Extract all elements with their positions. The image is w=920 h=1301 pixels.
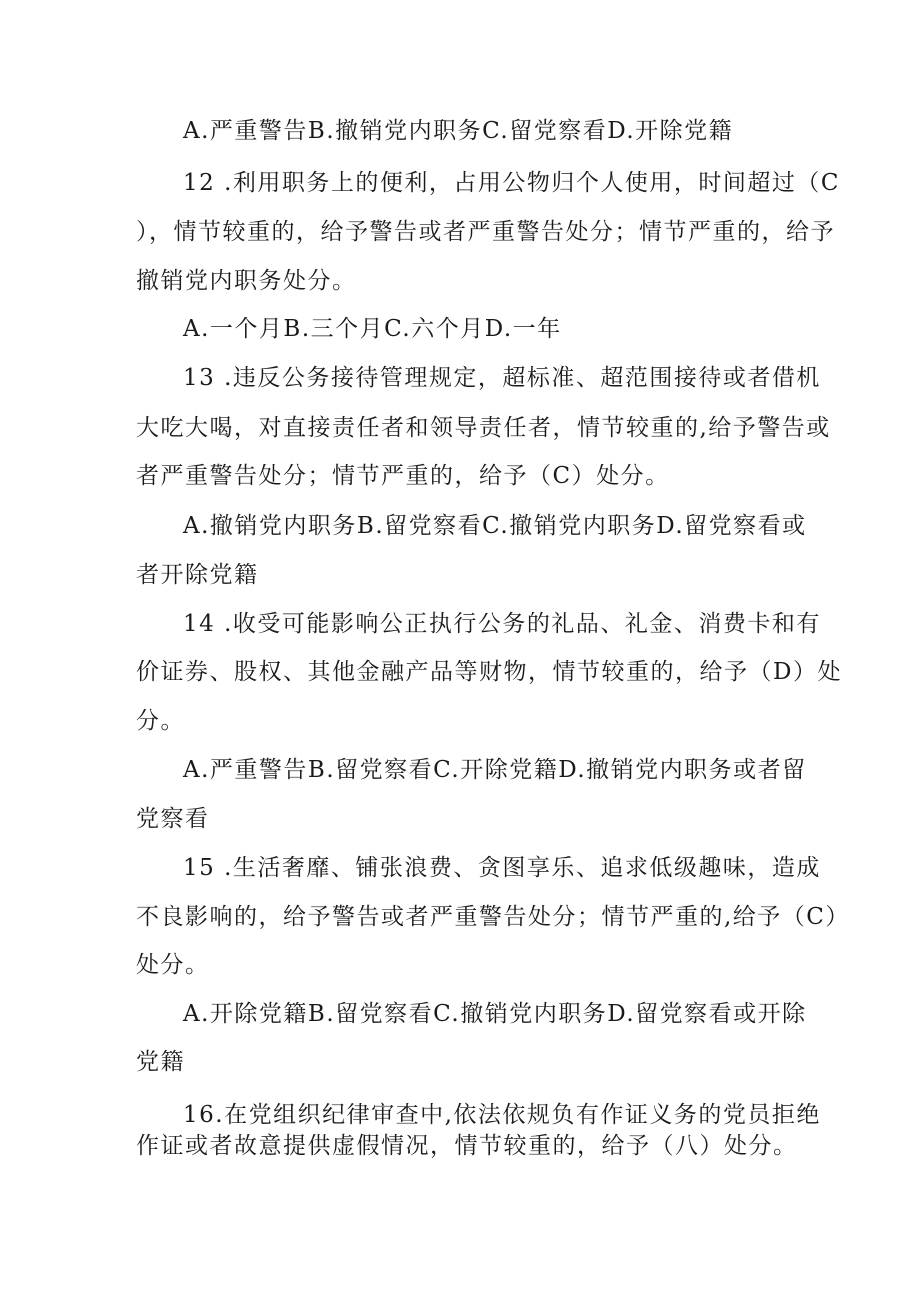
q15-line-2: 不良影响的，给予警告或者严重警告处分；情节严重的,给予（C） [136,904,850,930]
q13-options-line-2: 者开除党籍 [136,562,259,588]
q13-line-2: 大吃大喝，对直接责任者和领导责任者，情节较重的,给予警告或 [136,415,831,441]
q13-line-3: 者严重警告处分；情节严重的，给予（C）处分。 [136,463,670,489]
q13-line-1: 13 .违反公务接待管理规定，超标准、超范围接待或者借机 [183,365,821,391]
q15-options-line-2: 党籍 [136,1049,185,1075]
q15-line-3: 处分。 [136,952,210,978]
q12-line-1: 12 .利用职务上的便利，占用公物归个人使用，时间超过（C [183,170,840,196]
q12-line-2: ），情节较重的，给予警告或者严重警告处分；情节严重的，给予 [136,219,835,245]
q14-options-line-1: A.严重警告B.留党察看C.开除党籍D.撤销党内职务或者留 [183,757,807,783]
q12-line-3: 撤销党内职务处分。 [136,268,357,294]
q14-line-2: 价证券、股权、其他金融产品等财物，情节较重的，给予（D）处 [136,659,842,685]
q14-line-1: 14 .收受可能影响公正执行公务的礼品、礼金、消费卡和有 [183,611,821,637]
q13-options-line-1: A.撤销党内职务B.留党察看C.撤销党内职务D.留党察看或 [183,513,807,539]
q14-options-line-2: 党察看 [136,806,210,832]
q16-line-1: 16.在党组织纪律审查中,依法依规负有作证义务的党员拒绝 [183,1102,821,1128]
q14-line-3: 分。 [136,708,185,734]
q16-line-2: 作证或者故意提供虚假情况，情节较重的，给予（八）处分。 [136,1133,798,1159]
q12-options: A.一个月B.三个月C.六个月D.一年 [183,316,562,342]
q15-options-line-1: A.开除党籍B.留党察看C.撤销党内职务D.留党察看或开除 [183,1001,807,1027]
q11-options: A.严重警告B.撤销党内职务C.留党察看D.开除党籍 [183,118,734,144]
q15-line-1: 15 .生活奢靡、铺张浪费、贪图享乐、追求低级趣味，造成 [183,855,821,881]
